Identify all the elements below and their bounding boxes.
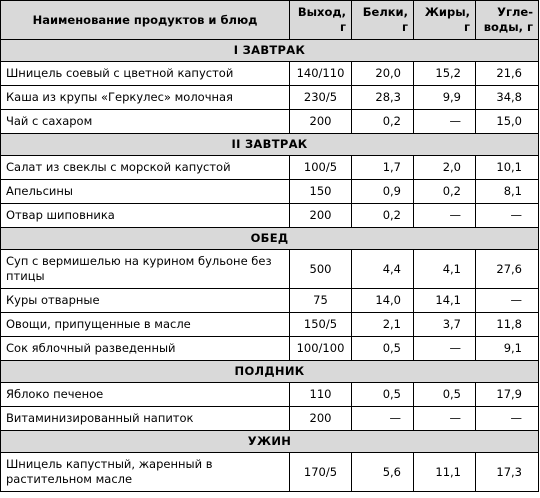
- yield-cell: 140/110: [290, 62, 352, 86]
- table-row: [1, 110, 539, 134]
- fat-cell: 11,1: [414, 453, 476, 492]
- dish-name-cell: Отвар шиповника: [1, 204, 290, 228]
- yield-cell: 150: [290, 180, 352, 204]
- table-row: [1, 289, 539, 313]
- table-row: [1, 250, 539, 289]
- yield-cell: 110: [290, 383, 352, 407]
- header-carbs: Угле- воды, г: [476, 1, 539, 40]
- table-body: [1, 40, 539, 492]
- table-row: [1, 383, 539, 407]
- protein-cell: 0,2: [352, 204, 414, 228]
- section-row: [1, 431, 539, 453]
- protein-cell: 4,4: [352, 250, 414, 289]
- table-row: [1, 156, 539, 180]
- header-name: Наименование продуктов и блюд: [1, 1, 290, 40]
- section-title: II ЗАВТРАК: [1, 134, 539, 156]
- fat-cell: 0,2: [414, 180, 476, 204]
- dish-name-cell: Салат из свеклы с морской капустой: [1, 156, 290, 180]
- fat-cell: 0,5: [414, 383, 476, 407]
- table-row: [1, 337, 539, 361]
- protein-cell: 0,2: [352, 110, 414, 134]
- fat-cell: 14,1: [414, 289, 476, 313]
- protein-cell: 20,0: [352, 62, 414, 86]
- section-row: [1, 134, 539, 156]
- dish-name-cell: Куры отварные: [1, 289, 290, 313]
- table-row: [1, 62, 539, 86]
- table-row: [1, 407, 539, 431]
- section-title: ОБЕД: [1, 228, 539, 250]
- protein-cell: 1,7: [352, 156, 414, 180]
- yield-cell: 75: [290, 289, 352, 313]
- carbs-cell: —: [476, 204, 539, 228]
- fat-cell: 9,9: [414, 86, 476, 110]
- section-title: УЖИН: [1, 431, 539, 453]
- section-title: ПОЛДНИК: [1, 361, 539, 383]
- header-yield: Выход, г: [290, 1, 352, 40]
- dish-name-cell: Витаминизированный напиток: [1, 407, 290, 431]
- dish-name-cell: Сок яблочный разведенный: [1, 337, 290, 361]
- carbs-cell: 34,8: [476, 86, 539, 110]
- yield-cell: 150/5: [290, 313, 352, 337]
- yield-cell: 170/5: [290, 453, 352, 492]
- header-fat: Жиры, г: [414, 1, 476, 40]
- yield-cell: 500: [290, 250, 352, 289]
- fat-cell: —: [414, 337, 476, 361]
- protein-cell: 0,9: [352, 180, 414, 204]
- table-header-row: [1, 1, 539, 40]
- carbs-cell: 8,1: [476, 180, 539, 204]
- dish-name-cell: Овощи, припущенные в масле: [1, 313, 290, 337]
- fat-cell: 4,1: [414, 250, 476, 289]
- yield-cell: 100/100: [290, 337, 352, 361]
- section-row: [1, 40, 539, 62]
- table-row: [1, 180, 539, 204]
- protein-cell: 2,1: [352, 313, 414, 337]
- yield-cell: 200: [290, 110, 352, 134]
- carbs-cell: 9,1: [476, 337, 539, 361]
- yield-cell: 200: [290, 204, 352, 228]
- header-protein: Белки, г: [352, 1, 414, 40]
- carbs-cell: 21,6: [476, 62, 539, 86]
- section-row: [1, 228, 539, 250]
- section-title: I ЗАВТРАК: [1, 40, 539, 62]
- table-row: [1, 313, 539, 337]
- dish-name-cell: Апельсины: [1, 180, 290, 204]
- fat-cell: 15,2: [414, 62, 476, 86]
- protein-cell: —: [352, 407, 414, 431]
- section-row: [1, 361, 539, 383]
- fat-cell: 3,7: [414, 313, 476, 337]
- carbs-cell: 17,9: [476, 383, 539, 407]
- dish-name-cell: Чай с сахаром: [1, 110, 290, 134]
- carbs-cell: —: [476, 289, 539, 313]
- dish-name-cell: Яблоко печеное: [1, 383, 290, 407]
- carbs-cell: 11,8: [476, 313, 539, 337]
- dish-name-cell: Каша из крупы «Геркулес» молочная: [1, 86, 290, 110]
- dish-name-cell: Шницель капустный, жаренный в растительном масле: [1, 453, 290, 492]
- fat-cell: —: [414, 204, 476, 228]
- carbs-cell: —: [476, 407, 539, 431]
- yield-cell: 230/5: [290, 86, 352, 110]
- protein-cell: 5,6: [352, 453, 414, 492]
- fat-cell: —: [414, 110, 476, 134]
- carbs-cell: 15,0: [476, 110, 539, 134]
- table-row: [1, 204, 539, 228]
- protein-cell: 0,5: [352, 383, 414, 407]
- table-row: [1, 86, 539, 110]
- dish-name-cell: Суп с вермишелью на курином бульоне без птицы: [1, 250, 290, 289]
- fat-cell: 2,0: [414, 156, 476, 180]
- carbs-cell: 27,6: [476, 250, 539, 289]
- carbs-cell: 10,1: [476, 156, 539, 180]
- protein-cell: 28,3: [352, 86, 414, 110]
- fat-cell: —: [414, 407, 476, 431]
- carbs-cell: 17,3: [476, 453, 539, 492]
- protein-cell: 14,0: [352, 289, 414, 313]
- protein-cell: 0,5: [352, 337, 414, 361]
- dish-name-cell: Шницель соевый с цветной капустой: [1, 62, 290, 86]
- table-row: [1, 453, 539, 492]
- yield-cell: 200: [290, 407, 352, 431]
- yield-cell: 100/5: [290, 156, 352, 180]
